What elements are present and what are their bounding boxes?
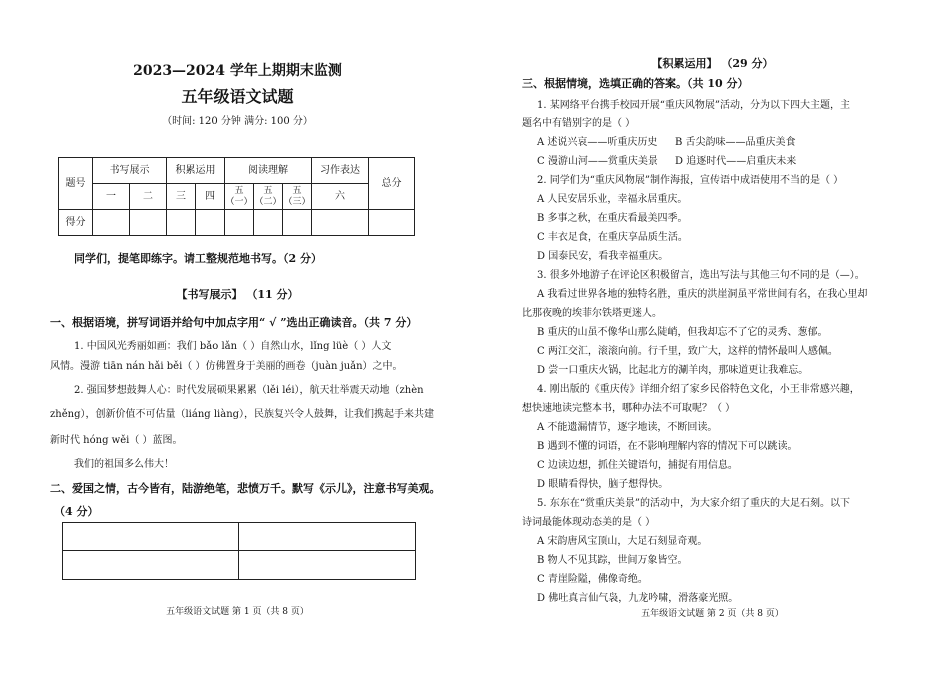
exam-title: 2023—2024 学年上期期末监测 xyxy=(133,63,342,79)
question-2-score: （4 分） xyxy=(54,505,99,518)
q3-5-option-d: D 佛吐真言仙气袅，九龙吟啸，滑落豪光照。 xyxy=(537,593,739,604)
score-cell[interactable] xyxy=(167,210,196,236)
question-1-part2-line2: zhěng），创新价值不可估量（liáng liàng），民族复兴令人鼓舞，让我们携起手来共建 xyxy=(50,409,435,420)
score-cell[interactable] xyxy=(93,210,130,236)
score-cell[interactable] xyxy=(196,210,225,236)
score-cell[interactable] xyxy=(130,210,167,236)
q3-2-option-c: C 丰衣足食，在重庆享品质生活。 xyxy=(537,232,688,243)
q3-5-line1: 5. 东东在“赏重庆美景”的活动中，为大家介绍了重庆的大足石刻。以下 xyxy=(537,498,850,509)
q3-1-line1: 1. 某网络平台携手校园开展“重庆风物展”活动，分为以下四大主题，主 xyxy=(537,100,850,111)
page-right xyxy=(475,0,950,673)
question-1-end: 我们的祖国多么伟大！ xyxy=(74,459,174,470)
score-table xyxy=(58,157,415,236)
q3-5-option-c: C 青崖险隘，佛像奇绝。 xyxy=(537,574,648,585)
score-num-6: 六 xyxy=(312,184,369,210)
score-cell[interactable] xyxy=(225,210,254,236)
score-cell[interactable] xyxy=(312,210,369,236)
q3-2-option-b: B 多事之秋，在重庆看最美四季。 xyxy=(537,213,688,224)
q3-4-line2: 想快速地读完整本书，哪种办法不可取呢？（ ） xyxy=(522,403,736,414)
page-footer-right: 五年级语文试题 第 2 页（共 8 页） xyxy=(641,609,784,619)
score-header-composition: 习作表达 xyxy=(312,158,369,184)
question-1-part1-line1: 1. 中国风光秀丽如画：我们 bǎo lǎn（ ）自然山水，lǐng lüè（ ）人文 xyxy=(74,341,392,352)
score-header-accumulation: 积累运用 xyxy=(167,158,225,184)
grid-divider xyxy=(238,523,239,579)
score-num-3: 三 xyxy=(167,184,196,210)
time-info: （时间: 120 分钟 满分: 100 分） xyxy=(162,116,313,127)
score-row-label-number: 题号 xyxy=(59,158,93,210)
q3-1-option-b: B 舌尖韵味——品重庆美食 xyxy=(675,137,796,148)
score-num-5-2: 五 （二） xyxy=(254,184,283,210)
score-header-total: 总分 xyxy=(369,158,415,210)
score-num-1: 一 xyxy=(93,184,130,210)
score-num-4: 四 xyxy=(196,184,225,210)
q3-5-option-a: A 宋韵唐风宝顶山，大足石刻显奇观。 xyxy=(537,536,708,547)
q3-3-option-b: B 重庆的山虽不像华山那么陡峭，但我却忘不了它的灵秀、葱郁。 xyxy=(537,327,828,338)
q3-4-option-d: D 眼睛看得快，脑子想得快。 xyxy=(537,479,669,490)
question-1-part1-line2: 风情。漫游 tiān nán hǎi běi（ ）仿佛置身于美丽的画卷（juàn juǎn）之中。 xyxy=(50,361,403,372)
q3-1-option-d: D 追逐时代——启重庆未来 xyxy=(675,156,797,167)
score-row-label-score: 得分 xyxy=(59,210,93,236)
q3-3-option-d: D 尝一口重庆火锅，比起北方的涮羊肉，那味道更让我难忘。 xyxy=(537,365,809,376)
score-cell[interactable] xyxy=(369,210,415,236)
q3-1-option-c: C 漫游山河——赏重庆美景 xyxy=(537,156,658,167)
page-footer-left: 五年级语文试题 第 1 页（共 8 页） xyxy=(166,607,309,617)
q3-2-stem: 2. 同学们为“重庆风物展”制作海报，宣传语中成语使用不当的是（ ） xyxy=(537,175,844,186)
writing-note: 同学们，提笔即练字。请工整规范地书写。（2 分） xyxy=(74,252,322,265)
question-1-title: 一、根据语境，拼写词语并给句中加点字用“ √ ”选出正确读音。（共 7 分） xyxy=(50,316,418,329)
score-cell[interactable] xyxy=(283,210,312,236)
q3-3-option-a-line2: 比那夜晚的埃菲尔铁塔更迷人。 xyxy=(522,308,662,319)
section-writing-title: 【书写展示】 （11 分） xyxy=(176,288,299,301)
score-header-reading: 阅读理解 xyxy=(225,158,312,184)
q3-3-option-a-line1: A 我看过世界各地的独特名胜，重庆的洪崖洞虽平常世间有名，在我心里却 xyxy=(537,289,868,300)
q3-4-option-b: B 遇到不懂的词语，在不影响理解内容的情况下可以跳读。 xyxy=(537,441,798,452)
score-num-2: 二 xyxy=(130,184,167,210)
question-3-title: 三、根据情境，选填正确的答案。（共 10 分） xyxy=(522,77,749,90)
q3-4-option-a: A 不能遗漏情节，逐字地读，不断回读。 xyxy=(537,422,718,433)
question-1-part2-line1: 2. 强国梦想鼓舞人心：时代发展硕果累累（lěi léi），航天壮举震天动地（zhèn xyxy=(74,385,424,396)
q3-2-option-d: D 国泰民安，看我幸福重庆。 xyxy=(537,251,669,262)
question-2-title: 二、爱国之情，古今皆有，陆游绝笔，悲愤万千。默写《示儿》，注意书写美观。 xyxy=(50,482,441,495)
q3-1-line2: 题名中有错别字的是（ ） xyxy=(522,118,636,129)
q3-5-line2: 诗词最能体现动态美的是（ ） xyxy=(522,517,656,528)
grid-divider xyxy=(63,550,415,551)
score-num-5-3: 五 （三） xyxy=(283,184,312,210)
score-num-5-1: 五 （一） xyxy=(225,184,254,210)
q3-3-stem: 3. 很多外地游子在评论区积极留言，选出写法与其他三句不同的是（—）。 xyxy=(537,270,865,281)
q3-3-option-c: C 两江交汇，滚滚向前。行千里，致广大，这样的情怀最叫人感佩。 xyxy=(537,346,838,357)
score-header-writing: 书写展示 xyxy=(93,158,167,184)
exam-subtitle: 五年级语文试题 xyxy=(181,87,294,106)
q3-4-option-c: C 边读边想，抓住关键语句，捕捉有用信息。 xyxy=(537,460,738,471)
poem-writing-grid[interactable] xyxy=(62,522,416,580)
q3-1-option-a: A 述说兴哀——听重庆历史 xyxy=(537,137,658,148)
question-1-part2-line3: 新时代 hóng wěi（ ）蓝图。 xyxy=(50,435,183,446)
score-cell[interactable] xyxy=(254,210,283,236)
q3-4-line1: 4. 刚出版的《重庆传》详细介绍了家乡民俗特色文化，小王非常感兴趣， xyxy=(537,384,860,395)
section-accumulation-title: 【积累运用】 （29 分） xyxy=(651,57,774,70)
q3-2-option-a: A 人民安居乐业，幸福永居重庆。 xyxy=(537,194,688,205)
q3-5-option-b: B 物人不见其踪，世间万象皆空。 xyxy=(537,555,688,566)
